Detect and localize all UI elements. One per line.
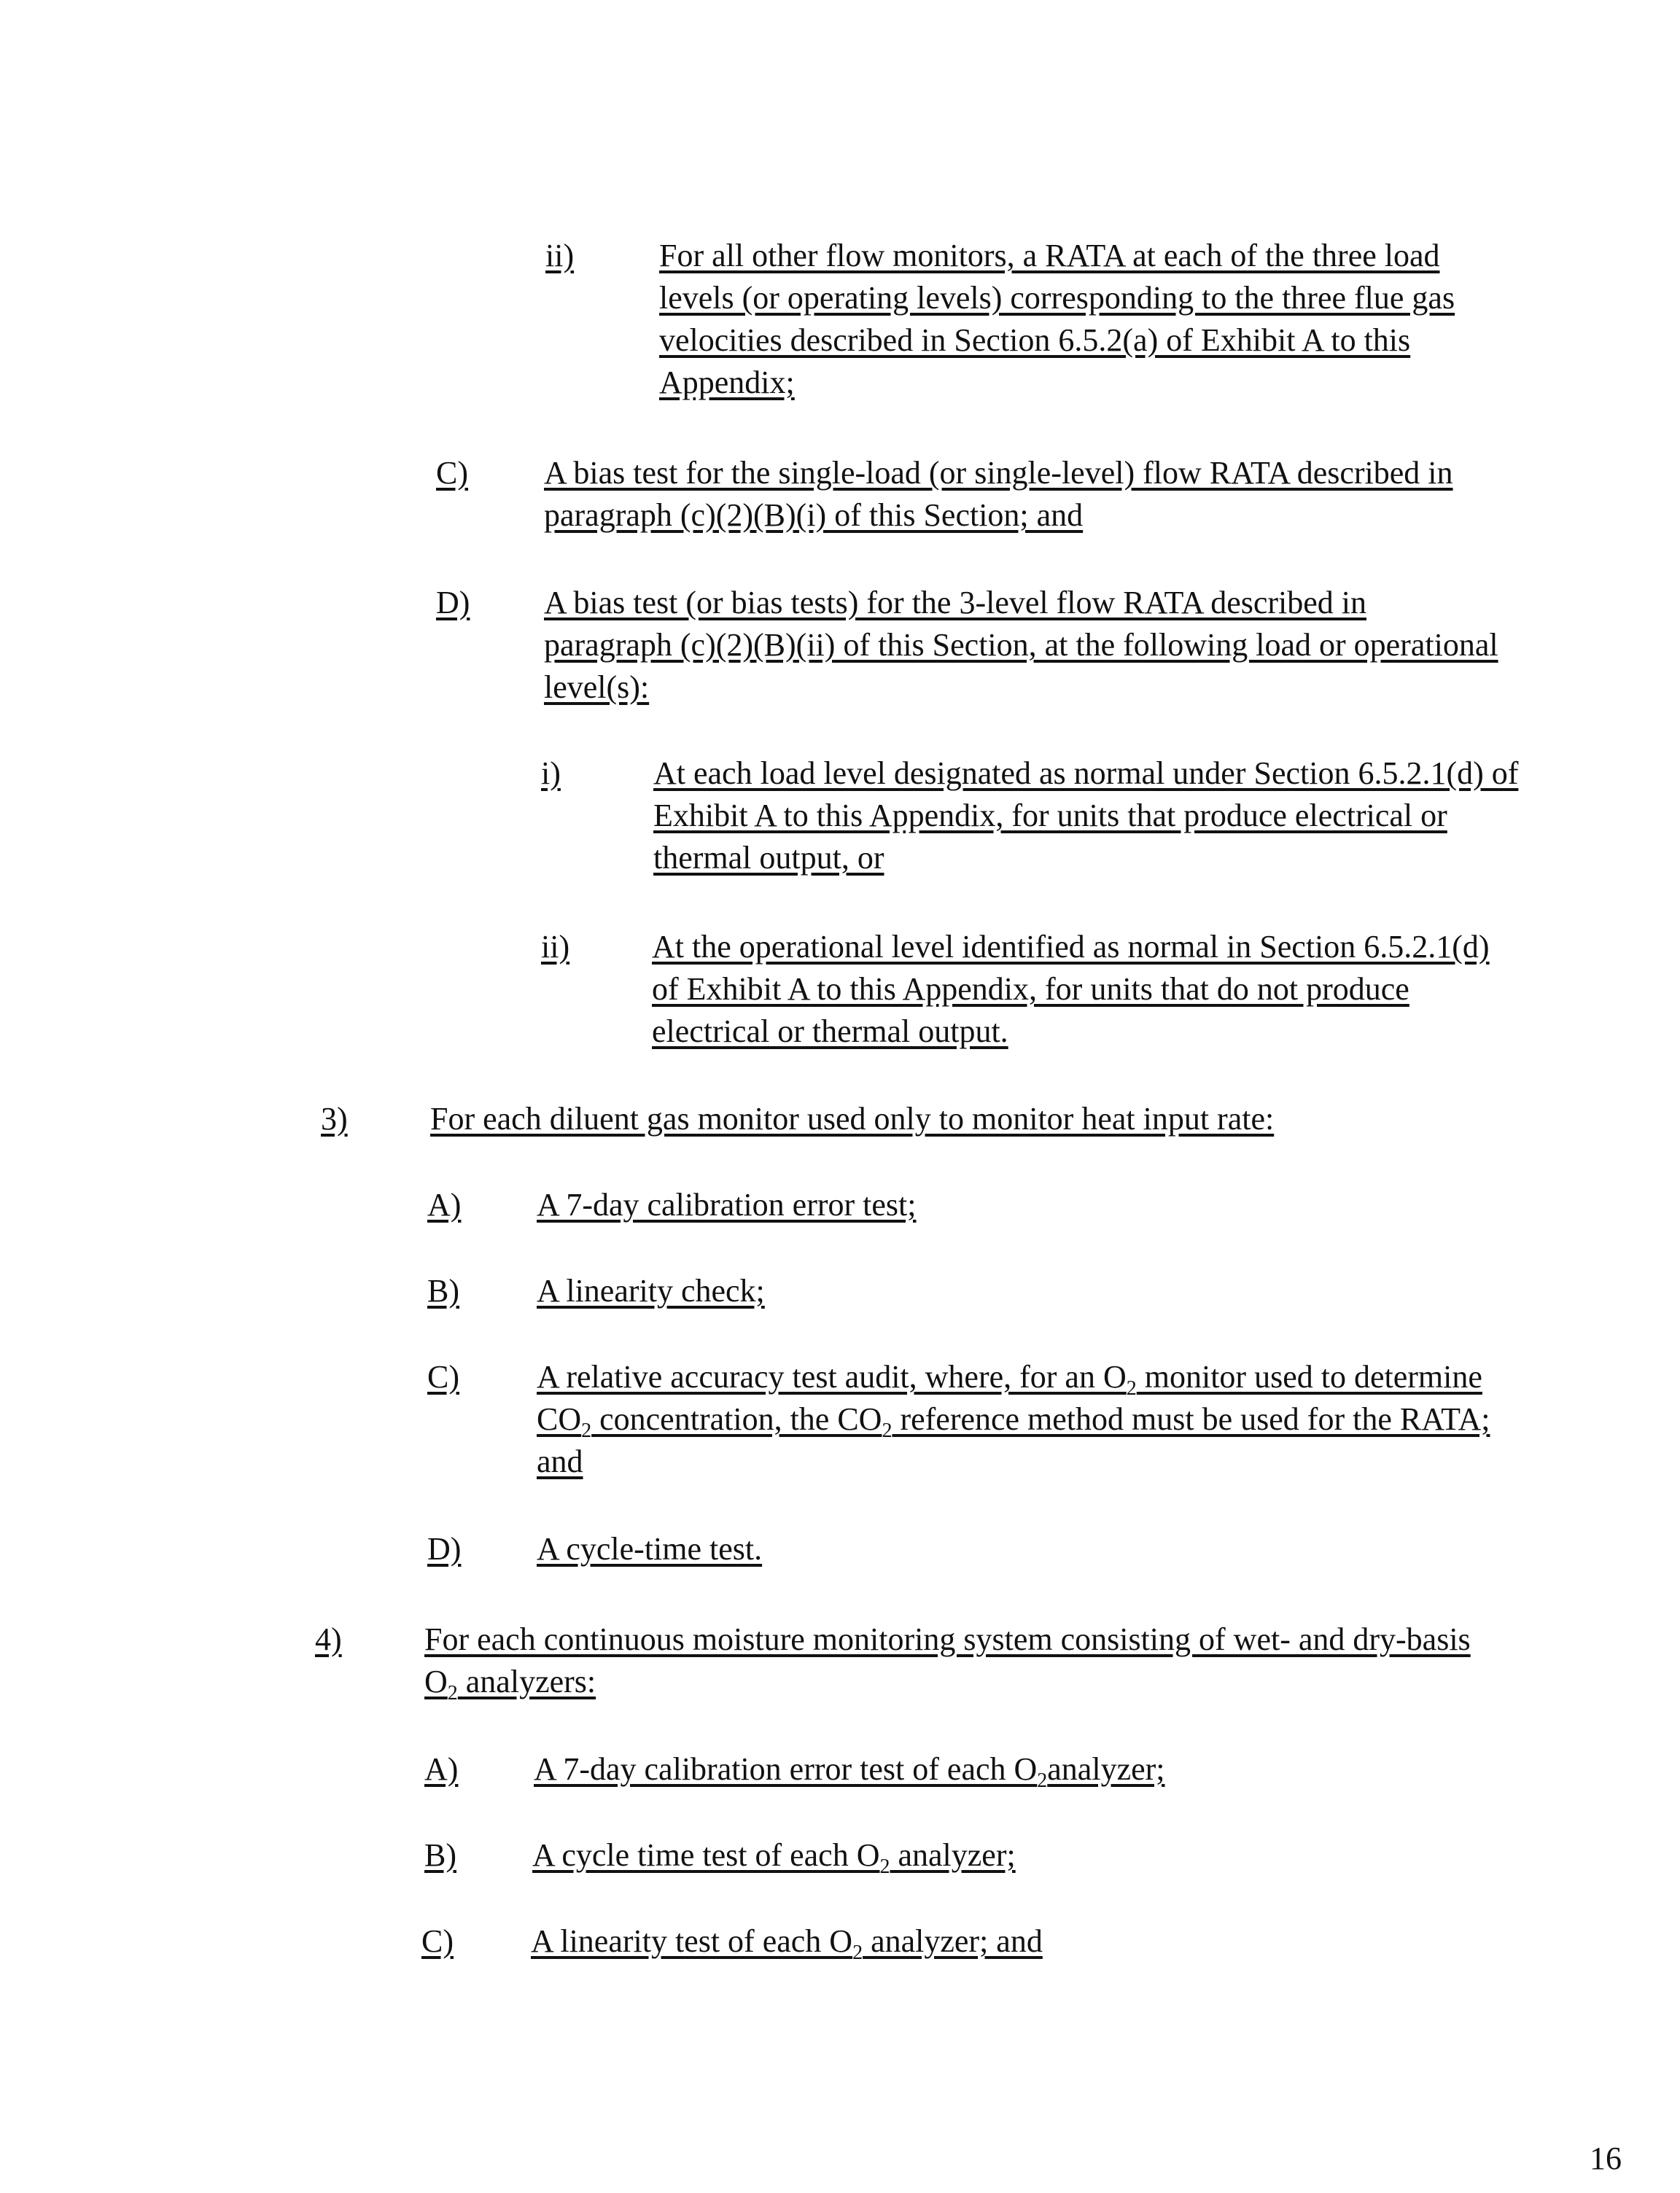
text-line: At the operational level identified as normal in Section 6.5.2.1(d) <box>652 929 1490 965</box>
text-line: A cycle-time test. <box>537 1531 763 1567</box>
text-line: A 7-day calibration error test of each $O_2analyzer$; <box>534 1751 1165 1792</box>
item-label: C) <box>421 1923 454 1959</box>
text-line: Exhibit A to this Appendix, for units that produce electrical or <box>653 798 1447 833</box>
item-text <box>544 582 1498 709</box>
item-label: C) <box>436 455 468 491</box>
item-text <box>537 1356 1490 1483</box>
item-label: B) <box>427 1273 459 1309</box>
item-text <box>531 1920 1043 1963</box>
text-line: A linearity check; <box>537 1273 765 1309</box>
item-label: i) <box>541 755 561 791</box>
text-line: level(s): <box>544 669 650 705</box>
item-label: B) <box>424 1837 456 1873</box>
text-line: A linearity test of each $O_2$ analyzer; and <box>531 1923 1043 1964</box>
text-line: A bias test for the single-load (or single-level) flow RATA described in <box>544 455 1453 491</box>
item-label: D) <box>436 585 470 620</box>
text-line: thermal output, or <box>653 840 884 876</box>
text-line: levels (or operating levels) corresponding to the three flue gas <box>659 280 1455 316</box>
item-label: 3) <box>321 1101 348 1137</box>
text-line: of Exhibit A to this Appendix, for units that do not produce <box>652 971 1409 1007</box>
item-text <box>544 452 1453 537</box>
text-line: $O_2$ analyzers: <box>424 1664 596 1705</box>
item-label: A) <box>424 1751 459 1787</box>
text-line: Appendix; <box>659 365 795 400</box>
text-line: electrical or thermal output. <box>652 1013 1008 1049</box>
text-line: A 7-day calibration error test; <box>537 1187 917 1223</box>
item-label: ii) <box>545 238 575 273</box>
text-line: For each continuous moisture monitoring system consisting of wet- and dry-basis <box>424 1621 1471 1657</box>
item-text <box>430 1098 1274 1140</box>
text-line: paragraph (c)(2)(B)(ii) of this Section, at the following load or operational <box>544 627 1498 663</box>
text-line: For all other flow monitors, a RATA at each of the three load <box>659 238 1440 273</box>
item-text <box>537 1528 762 1570</box>
item-text <box>653 752 1518 879</box>
item-label: 4) <box>315 1621 342 1657</box>
text-line: and <box>537 1444 583 1479</box>
item-label: A) <box>427 1187 462 1223</box>
text-line: paragraph (c)(2)(B)(i) of this Section; and <box>544 497 1084 533</box>
item-text <box>537 1270 765 1312</box>
item-label: ii) <box>541 929 570 965</box>
text-line: velocities described in Section 6.5.2(a) of Exhibit A to this <box>659 322 1411 358</box>
item-text <box>532 1834 1016 1877</box>
text-line: A cycle time test of each $O_2$ analyzer; <box>532 1837 1016 1878</box>
item-text <box>652 926 1490 1053</box>
text-line: At each load level designated as normal under Section 6.5.2.1(d) of <box>653 755 1519 791</box>
item-label: D) <box>427 1531 462 1567</box>
text-line: A relative accuracy test audit, where, for an $O_2$ monitor used to determine <box>537 1359 1482 1400</box>
item-text <box>424 1619 1471 1703</box>
item-text <box>537 1184 916 1226</box>
item-text <box>659 235 1455 404</box>
text-line: $CO_2$ concentration, the $CO_2$ reference method must be used for the RATA; <box>537 1401 1490 1442</box>
page-number: 16 <box>1590 2141 1622 2176</box>
item-label: C) <box>427 1359 459 1395</box>
text-line: A bias test (or bias tests) for the 3-level flow RATA described in <box>544 585 1367 620</box>
item-text <box>534 1748 1165 1791</box>
text-line: For each diluent gas monitor used only to monitor heat input rate: <box>430 1101 1275 1137</box>
